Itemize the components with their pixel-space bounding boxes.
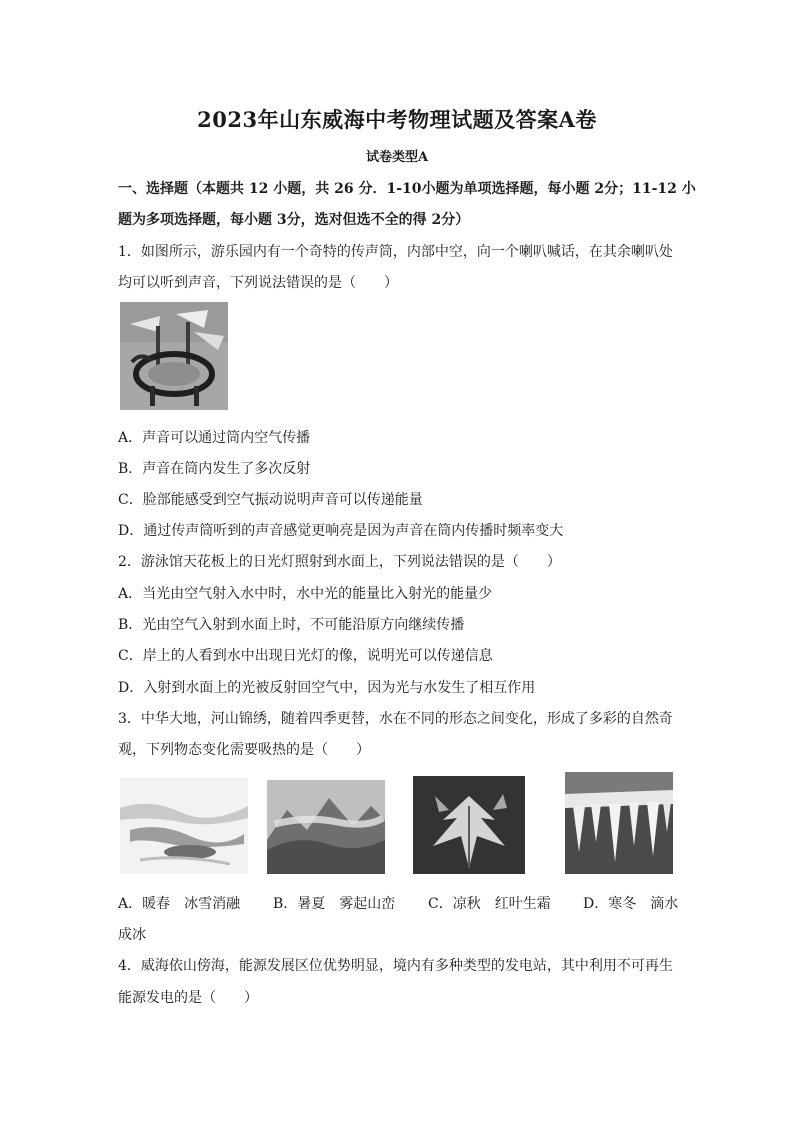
paper-type-label: 试卷类型A [365,150,429,165]
q2-option-b: B．光由空气入射到水面上时，不可能沿原方向继续传播 [118,617,465,633]
q3-option-a: A．暖春 冰雪消融 [118,896,241,912]
q2-option-c: C．岸上的人看到水中出现日光灯的像，说明光可以传递信息 [118,648,493,664]
q3-option-c: C．凉秋 红叶生霜 [428,896,551,912]
q1-stem-line1: 1．如图所示，游乐园内有一个奇特的传声筒，内部中空，向一个喇叭喊话，在其余喇叭处 [118,244,673,260]
q1-option-c: C．脸部能感受到空气振动说明声音可以传递能量 [118,492,423,508]
q3-option-b: B．暑夏 雾起山峦 [273,896,396,912]
page-title: 2023年山东威海中考物理试题及答案A卷 [197,107,597,132]
q1-speaking-tube-photo [120,302,228,410]
q3-mountain-fog-photo [267,780,385,874]
section-heading-line2: 题为多项选择题，每小题 3分，选对但选不全的得 2分） [118,212,470,228]
q2-option-d: D．入射到水面上的光被反射回空气中，因为光与水发生了相互作用 [118,680,536,696]
q3-option-d: D．寒冬 滴水 [583,896,679,912]
q2-option-a: A．当光由空气射入水中时，水中光的能量比入射光的能量少 [118,586,493,602]
section-heading-line1: 一、选择题（本题共 12 小题，共 26 分．1-10小题为单项选择题，每小题 2分；11-12 小 [118,181,696,197]
q3-stem-line1: 3．中华大地，河山锦绣，随着四季更替，水在不同的形态之间变化，形成了多彩的自然奇 [118,711,673,727]
q3-frost-leaves-photo [413,776,525,874]
q4-stem-line1: 4．威海依山傍海，能源发展区位优势明显，境内有多种类型的发电站，其中利用不可再生 [118,958,673,974]
q2-stem-line1: 2．游泳馆天花板上的日光灯照射到水面上，下列说法错误的是（ ） [118,554,561,570]
q1-option-b: B．声音在筒内发生了多次反射 [118,461,311,477]
q1-option-d: D．通过传声筒听到的声音感觉更响亮是因为声音在筒内传播时频率变大 [118,523,564,539]
q4-stem-line2: 能源发电的是（ ） [118,990,258,1006]
q3-option-d-wrap: 成冰 [118,927,146,943]
q1-stem-line2: 均可以听到声音，下列说法错误的是（ ） [118,275,398,291]
q1-option-a: A．声音可以通过筒内空气传播 [118,430,311,446]
q3-stem-line2: 观，下列物态变化需要吸热的是（ ） [118,742,370,758]
q3-melting-snow-photo [120,778,248,874]
q3-icicles-photo [565,772,673,874]
